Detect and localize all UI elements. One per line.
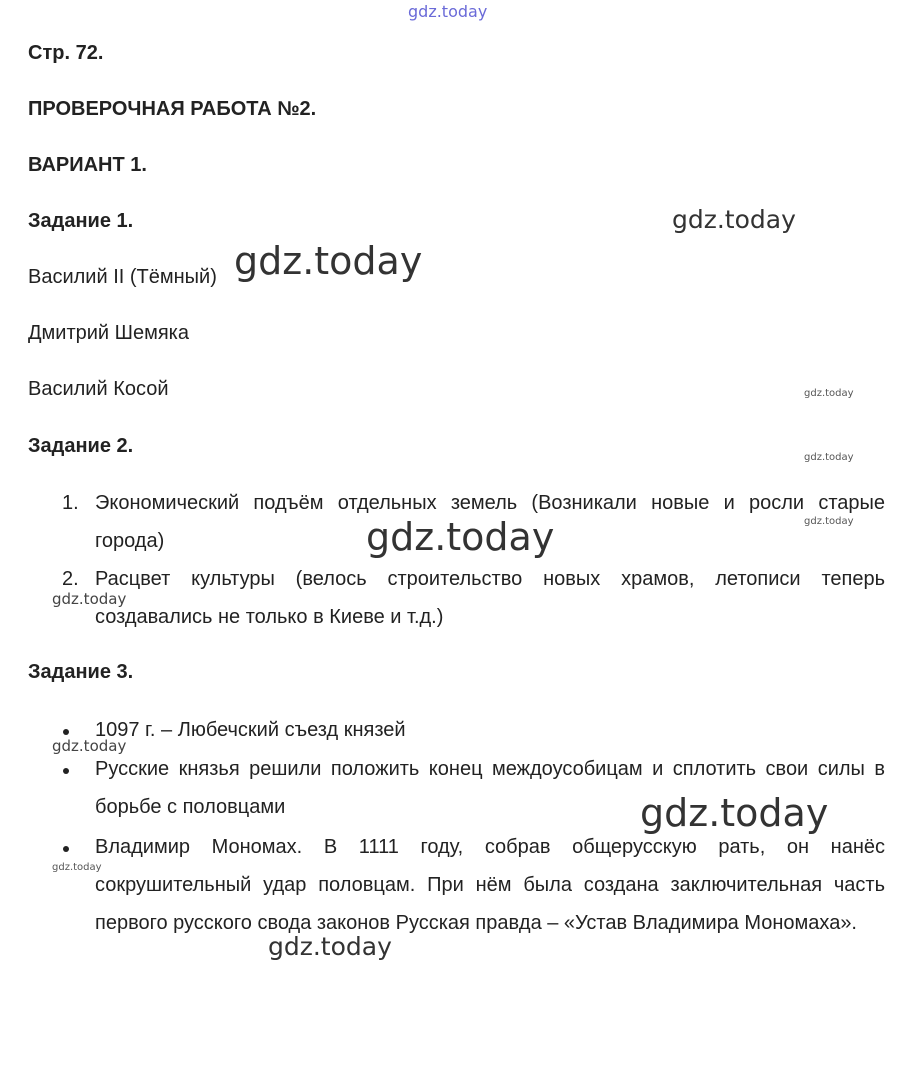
watermark: gdz.today	[52, 590, 127, 608]
task1-answer: Василий Косой	[28, 378, 169, 400]
item-text: 1097 г. – Любечский съезд князей	[95, 719, 406, 741]
watermark: gdz.today	[672, 205, 796, 234]
variant-label: ВАРИАНТ 1.	[28, 154, 147, 176]
page-label: Стр. 72.	[28, 42, 104, 64]
item-text: Расцвет культуры (велось строительство новых храмов, летописи теперь создавались не только в Киеве и т.д.)	[95, 568, 885, 628]
bullet	[63, 729, 69, 735]
item-text: Экономический подъём отдельных земель (Возникали новые и росли старые города)	[95, 492, 885, 552]
watermark: gdz.today	[804, 516, 854, 527]
work-title: ПРОВЕРОЧНАЯ РАБОТА №2.	[28, 98, 317, 120]
item-number: 1.	[62, 492, 79, 514]
task2-heading: Задание 2.	[28, 435, 134, 457]
watermark: gdz.today	[52, 862, 102, 873]
watermark: gdz.today	[234, 239, 423, 283]
item-text: Владимир Мономах. В 1111 году, собрав общерусскую рать, он нанёс сокрушительный удар половцам. При нём была создана заключительная часть первого русского свода законов Русская правда – «Устав Владимира Мономаха».	[95, 836, 885, 934]
item-number: 2.	[62, 568, 79, 590]
task1-answer: Василий II (Тёмный)	[28, 266, 217, 288]
item-text: Русские князья решили положить конец междоусобицам и сплотить свои силы в борьбе с половцами	[95, 758, 885, 818]
watermark: gdz.today	[268, 932, 392, 961]
bullet	[63, 768, 69, 774]
watermark: gdz.today	[52, 737, 127, 755]
task1-answer: Дмитрий Шемяка	[28, 322, 189, 344]
task3-heading: Задание 3.	[28, 661, 134, 683]
watermark: gdz.today	[408, 2, 488, 21]
task1-heading: Задание 1.	[28, 210, 134, 232]
watermark: gdz.today	[804, 388, 854, 399]
watermark: gdz.today	[366, 515, 555, 559]
watermark: gdz.today	[640, 791, 829, 835]
watermark: gdz.today	[804, 452, 854, 463]
bullet	[63, 846, 69, 852]
